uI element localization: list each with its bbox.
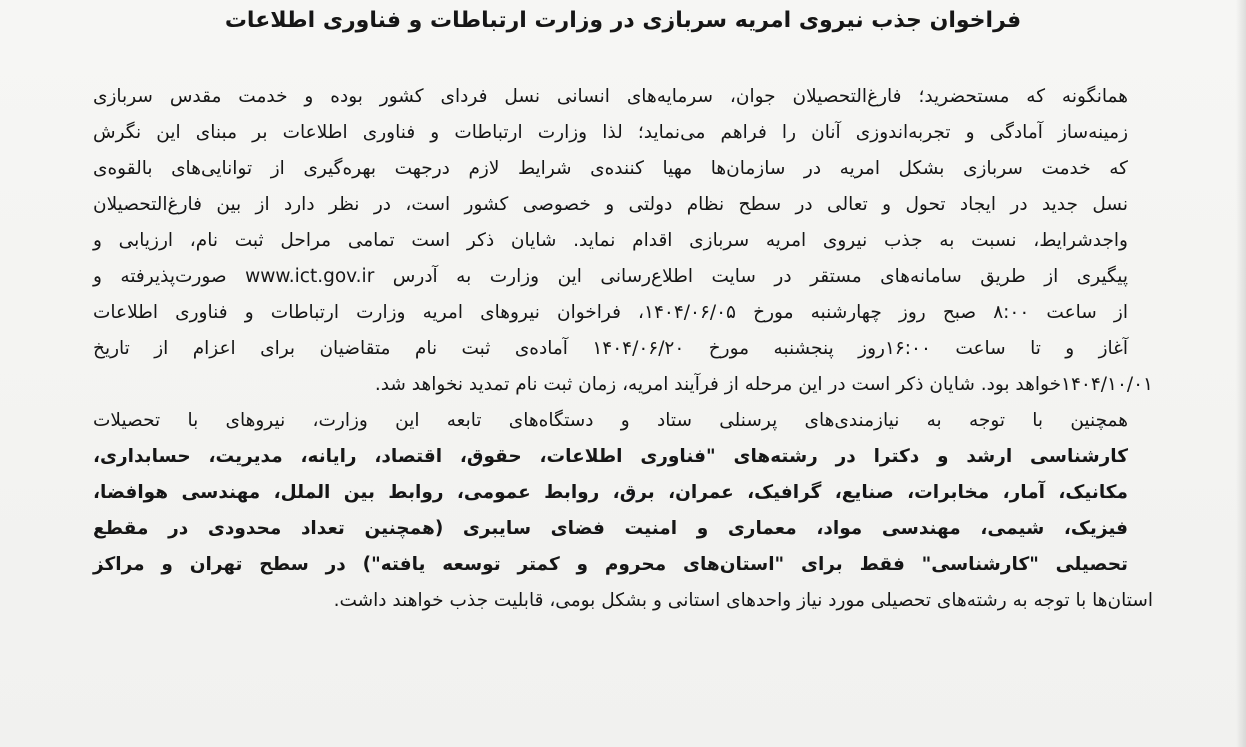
paragraph-line-13: فیزیک، شیمی، مهندسی مواد، معماری و امنیت فضای سایبری (همچنین تعداد محدودی در مقطع: [93, 518, 1128, 539]
document-title: فراخوان جذب نیروی امریه سربازی در وزارت ارتباطات و فناوری اطلاعات: [224, 8, 1022, 33]
paragraph-line-6: پیگیری از طریق سامانه‌های مستقر در سایت اطلاع‌رسانی این وزارت به آدرس www.ict.gov.ir صورت‌پذیرفته و: [93, 266, 1128, 287]
paragraph-line-1: همانگونه که مستحضرید؛ فارغ‌التحصیلان جوان، سرمایه‌های انسانی نسل فردای کشور بوده و خدمت مقدس سربازی: [93, 86, 1128, 107]
paragraph-line-15: استان‌ها با توجه به رشته‌های تحصیلی مورد نیاز واحدهای استانی و بشکل بومی، قابلیت جذب خواهند داشت.: [333, 590, 1153, 611]
paragraph-line-7: از ساعت ۸:۰۰ صبح روز چهارشنبه مورخ ۱۴۰۴/۰۶/۰۵، فراخوان نیروهای امریه وزارت ارتباطات و فناوری اطلاعات: [93, 302, 1128, 323]
paragraph-line-11: کارشناسی ارشد و دکترا در رشته‌های "فناوری اطلاعات، حقوق، اقتصاد، رایانه، مدیریت، حسابداری،: [93, 446, 1128, 467]
paragraph-line-3: که خدمت سربازی بشکل امریه در سازمان‌ها مهیا کننده‌ی شرایط لازم درجهت بهره‌گیری از توانایی‌های بالقوه‌ی: [93, 158, 1128, 179]
paragraph-line-8: آغاز و تا ساعت ۱۶:۰۰روز پنجشنبه مورخ ۱۴۰۴/۰۶/۲۰ آماده‌ی ثبت نام متقاضیان برای اعزام از تاریخ: [93, 338, 1128, 359]
paragraph-line-5: واجدشرایط، نسبت به جذب نیروی امریه سربازی اقدام نماید. شایان ذکر است تمامی مراحل ثبت نام، ارزیابی و: [93, 230, 1128, 251]
page-edge-shadow: [1236, 0, 1246, 747]
paragraph-line-9: ۱۴۰۴/۱۰/۰۱خواهد بود. شایان ذکر است در این مرحله از فرآیند امریه، زمان ثبت نام تمدید نخواهد شد.: [374, 374, 1153, 395]
paragraph-line-14: تحصیلی "کارشناسی" فقط برای "استان‌های محروم و کمتر توسعه یافته") در سطح تهران و مراکز: [93, 554, 1128, 575]
paragraph-line-2: زمینه‌ساز آمادگی و تجربه‌اندوزی آنان را فراهم می‌نماید؛ لذا وزارت ارتباطات و فناوری اطلاعات بر مبنای این نگرش: [93, 122, 1128, 143]
paragraph-line-4: نسل جدید در ایجاد تحول و تعالی در سطح نظام دولتی و خصوصی کشور است، در نظر دارد از بین فارغ‌التحصیلان: [93, 194, 1128, 215]
paragraph-line-12: مکانیک، آمار، مخابرات، صنایع، گرافیک، عمران، برق، روابط عمومی، روابط بین الملل، مهندسی هوافضا،: [93, 482, 1128, 503]
paragraph-line-10: همچنین با توجه به نیازمندی‌های پرسنلی ستاد و دستگاه‌های تابعه این وزارت، نیروهای با تحصیلات: [93, 410, 1128, 431]
